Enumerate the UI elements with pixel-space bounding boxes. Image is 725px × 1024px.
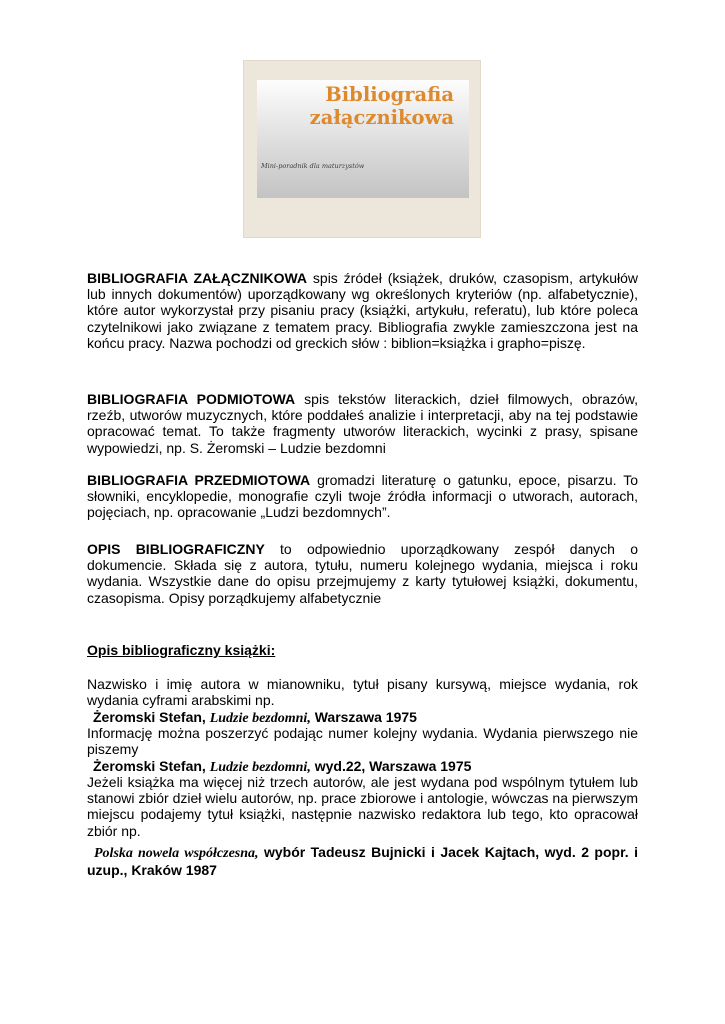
- paragraph-zalacznikowa: [87, 270, 638, 351]
- cover-title-line1: Bibliografia: [325, 83, 454, 106]
- cover-title-line2: załącznikowa: [309, 106, 454, 129]
- example-collective-title: Polska nowela współczesna,: [94, 846, 259, 861]
- example-basic-author: Żeromski Stefan,: [93, 709, 210, 725]
- definition-opis: to odpowiednio uporządkowany zespół danych o dokumencie. Składa się z autora, tytułu, numeru kolejnego wydania, miejsca i roku wydania. Wszystkie dane do opisu przejmujemy z karty tytułowej książki, dokumentu, czasopisma. Opisy porządkujemy alfabetycznie: [87, 541, 638, 606]
- rule-edition: Informację można poszerzyć podając numer kolejny wydania. Wydania pierwszego nie piszemy: [87, 725, 638, 758]
- rule-basic: Nazwisko i imię autora w mianowniku, tytuł pisany kursywą, miejsce wydania, rok wydania cyframi arabskimi np.: [87, 676, 638, 709]
- example-collective-rest: wybór Tadeusz Bujnicki i Jacek Kajtach, wyd. 2 popr. i uzup., Kraków 1987: [87, 844, 638, 879]
- term-podmiotowa: BIBLIOGRAFIA PODMIOTOWA: [87, 391, 296, 407]
- book-heading: Opis bibliograficzny książki:: [87, 642, 276, 658]
- term-zalacznikowa: BIBLIOGRAFIA ZAŁĄCZNIKOWA: [87, 270, 308, 286]
- paragraph-przedmiotowa: [87, 472, 638, 521]
- definition-przedmiotowa: gromadzi literaturę o gatunku, epoce, pisarzu. To słowniki, encyklopedie, monografie czyli twoje źródła informacji o utworach, autorach, pojęciach, np. opracowanie „Ludzi bezdomnych”.: [87, 472, 638, 521]
- example-edition-author: Żeromski Stefan,: [93, 758, 210, 774]
- paragraph-podmiotowa: [87, 391, 638, 456]
- cover-subtitle: Mini-poradnik dla maturzystów: [261, 162, 365, 170]
- example-basic-title: Ludzie bezdomni,: [209, 711, 311, 726]
- rule-collective: Jeżeli książka ma więcej niż trzech autorów, ale jest wydana pod wspólnym tytułem lub stanowi zbiór dzieł wielu autorów, np. prace zbiorowe i antologie, wówczas na pierwszym miejscu podajemy tytuł książki, następnie nazwisko redaktora lub tego, kto opracował zbiór np.: [87, 774, 638, 839]
- cover-image: [243, 60, 481, 238]
- term-przedmiotowa: BIBLIOGRAFIA PRZEDMIOTOWA: [87, 472, 311, 488]
- example-basic-rest: Warszawa 1975: [310, 709, 417, 725]
- example-edition-title: Ludzie bezdomni,: [209, 760, 311, 775]
- term-opis: OPIS BIBLIOGRAFICZNY: [87, 541, 265, 557]
- cover-title: [264, 83, 454, 129]
- paragraph-opis: [87, 541, 638, 606]
- definition-podmiotowa: spis tekstów literackich, dzieł filmowych, obrazów, rzeźb, utworów muzycznych, które poddałeś analizie i interpretacji, aby na tej podstawie opracować temat. To także fragmenty utworów literackich, wycinki z prasy, spisane wypowiedzi, np. S. Żeromski – Ludzie bezdomni: [87, 391, 638, 456]
- example-edition-rest: wyd.22, Warszawa 1975: [310, 758, 472, 774]
- example-collective: [87, 844, 638, 878]
- definition-zalacznikowa: spis źródeł (książek, druków, czasopism, artykułów lub innych dokumentów) uporządkowany wg określonych kryteriów (np. alfabetycznie), które autor wykorzystał przy pisaniu pracy (książki, artykułu, referatu), lub które poleca czytelnikowi jako związane z tematem pracy. Bibliografia zwykle zamieszczona jest na końcu pracy. Nazwa pochodzi od greckich słów : biblion=książka i grapho=piszę.: [87, 270, 639, 351]
